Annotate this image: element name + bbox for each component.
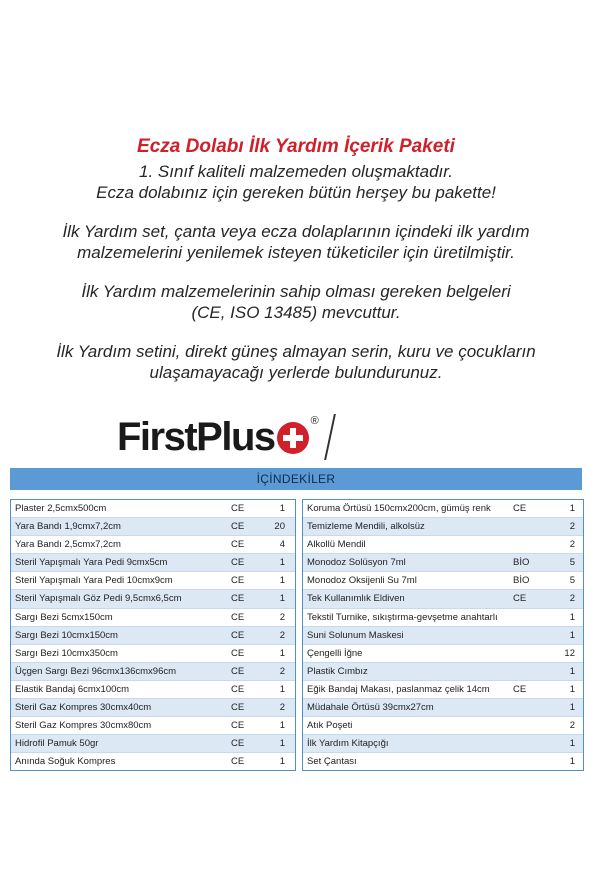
table-row bbox=[11, 753, 295, 770]
item-name: Sargı Bezi 10cmx150cm bbox=[15, 629, 118, 641]
item-name: Tekstil Turnike, sıkıştırma-gevşetme anahtarlı bbox=[307, 611, 498, 623]
intro-paragraph-3 bbox=[0, 281, 592, 323]
intro-line: 1. Sınıf kaliteli malzemeden oluşmaktadır. bbox=[138, 162, 453, 181]
item-qty: 1 bbox=[569, 702, 575, 714]
item-name: Sargı Bezi 10cmx350cm bbox=[15, 647, 118, 659]
intro-line: İlk Yardım malzemelerinin sahip olması gereken belgeleri bbox=[81, 282, 511, 301]
intro-paragraph-1 bbox=[0, 161, 592, 203]
item-name: Eğik Bandaj Makası, paslanmaz çelik 14cm bbox=[307, 683, 490, 695]
item-name: Üçgen Sargı Bezi 96cmx136cmx96cm bbox=[15, 665, 177, 677]
item-name: Sargı Bezi 5cmx150cm bbox=[15, 611, 113, 623]
item-cert: CE bbox=[231, 593, 245, 605]
table-row bbox=[303, 681, 583, 699]
item-qty: 2 bbox=[569, 720, 575, 732]
item-name: Müdahale Örtüsü 39cmx27cm bbox=[307, 702, 434, 714]
table-row bbox=[303, 627, 583, 645]
item-cert: CE bbox=[231, 683, 245, 695]
item-name: Steril Gaz Kompres 30cmx40cm bbox=[15, 702, 152, 714]
item-cert: CE bbox=[231, 756, 245, 768]
brand-name: FirstPlus bbox=[117, 414, 275, 459]
intro-line: (CE, ISO 13485) mevcuttur. bbox=[191, 303, 401, 322]
item-cert: CE bbox=[231, 539, 245, 551]
item-qty: 2 bbox=[569, 539, 575, 551]
item-cert: CE bbox=[231, 665, 245, 677]
item-name: Koruma Örtüsü 150cmx200cm, gümüş renk bbox=[307, 503, 491, 514]
item-qty: 1 bbox=[279, 720, 285, 732]
item-qty: 1 bbox=[279, 575, 285, 587]
table-row bbox=[303, 735, 583, 753]
intro-paragraph-4 bbox=[0, 341, 592, 383]
item-name: Çengelli İğne bbox=[307, 647, 363, 659]
item-qty: 20 bbox=[274, 521, 285, 533]
item-name: Temizleme Mendili, alkolsüz bbox=[307, 521, 425, 533]
item-cert: CE bbox=[513, 593, 527, 605]
table-row bbox=[303, 572, 583, 590]
item-qty: 5 bbox=[569, 557, 575, 569]
table-row bbox=[303, 717, 583, 735]
table-row bbox=[303, 536, 583, 554]
item-qty: 1 bbox=[279, 557, 285, 569]
table-row bbox=[303, 500, 583, 518]
item-cert: CE bbox=[231, 629, 245, 641]
item-name: Monodoz Oksijenli Su 7ml bbox=[307, 575, 417, 587]
item-qty: 1 bbox=[279, 593, 285, 605]
item-name: Steril Yapışmalı Göz Pedi 9,5cmx6,5cm bbox=[15, 593, 182, 605]
item-name: Yara Bandı 2,5cmx7,2cm bbox=[15, 539, 121, 551]
contents-table-right bbox=[302, 499, 584, 771]
item-qty: 2 bbox=[279, 611, 285, 623]
table-row bbox=[303, 663, 583, 681]
item-name: Anında Soğuk Kompres bbox=[15, 756, 116, 768]
item-qty: 4 bbox=[279, 539, 285, 551]
item-name: Steril Yapışmalı Yara Pedi 10cmx9cm bbox=[15, 575, 173, 587]
item-cert: CE bbox=[231, 720, 245, 732]
table-row bbox=[303, 518, 583, 536]
registered-mark: ® bbox=[310, 415, 319, 427]
table-row bbox=[11, 717, 295, 735]
item-name: Monodoz Solüsyon 7ml bbox=[307, 557, 406, 569]
item-qty: 2 bbox=[569, 521, 575, 533]
item-qty: 2 bbox=[279, 629, 285, 641]
item-cert: BİO bbox=[513, 575, 530, 587]
item-cert: BİO bbox=[513, 557, 530, 569]
item-name: Alkollü Mendil bbox=[307, 539, 366, 551]
table-row bbox=[11, 572, 295, 590]
item-cert: CE bbox=[513, 683, 527, 695]
item-qty: 1 bbox=[279, 503, 285, 514]
logo-divider bbox=[324, 414, 336, 460]
item-qty: 1 bbox=[569, 738, 575, 750]
item-qty: 1 bbox=[569, 665, 575, 677]
item-name: Plastik Cımbız bbox=[307, 665, 368, 677]
item-cert: CE bbox=[231, 503, 245, 514]
item-name: Set Çantası bbox=[307, 756, 357, 768]
intro-line: ulaşamayacağı yerlerde bulundurunuz. bbox=[149, 363, 443, 382]
table-row bbox=[303, 590, 583, 608]
item-qty: 2 bbox=[279, 665, 285, 677]
brand-logo bbox=[117, 407, 331, 467]
item-qty: 5 bbox=[569, 575, 575, 587]
table-row bbox=[11, 681, 295, 699]
table-row bbox=[303, 554, 583, 572]
item-name: İlk Yardım Kitapçığı bbox=[307, 738, 389, 750]
table-row bbox=[11, 627, 295, 645]
item-qty: 1 bbox=[569, 629, 575, 641]
intro-text bbox=[0, 136, 592, 401]
item-cert: CE bbox=[231, 611, 245, 623]
table-row bbox=[303, 609, 583, 627]
item-cert: CE bbox=[513, 503, 527, 514]
item-name: Tek Kullanımlık Eldiven bbox=[307, 593, 405, 605]
contents-table-left bbox=[10, 499, 296, 771]
table-row bbox=[11, 735, 295, 753]
item-name: Steril Yapışmalı Yara Pedi 9cmx5cm bbox=[15, 557, 168, 569]
item-cert: CE bbox=[231, 557, 245, 569]
item-qty: 1 bbox=[279, 647, 285, 659]
item-name: Elastik Bandaj 6cmx100cm bbox=[15, 683, 130, 695]
intro-line: malzemelerini yenilemek isteyen tüketiciler için üretilmiştir. bbox=[77, 243, 515, 262]
item-qty: 12 bbox=[564, 647, 575, 659]
item-cert: CE bbox=[231, 575, 245, 587]
table-row bbox=[11, 518, 295, 536]
item-name: Yara Bandı 1,9cmx7,2cm bbox=[15, 521, 121, 533]
item-qty: 1 bbox=[569, 683, 575, 695]
table-row bbox=[11, 536, 295, 554]
item-qty: 1 bbox=[279, 683, 285, 695]
item-qty: 1 bbox=[569, 503, 575, 514]
intro-paragraph-2 bbox=[0, 221, 592, 263]
plus-cross-icon bbox=[276, 421, 310, 455]
table-row bbox=[303, 699, 583, 717]
item-name: Hidrofil Pamuk 50gr bbox=[15, 738, 99, 750]
intro-line: İlk Yardım setini, direkt güneş almayan serin, kuru ve çocukların bbox=[56, 342, 536, 361]
item-name: Steril Gaz Kompres 30cmx80cm bbox=[15, 720, 152, 732]
intro-line: Ecza dolabınız için gereken bütün herşey bu pakette! bbox=[96, 183, 496, 202]
item-name: Suni Solunum Maskesi bbox=[307, 629, 404, 641]
item-cert: CE bbox=[231, 702, 245, 714]
table-row bbox=[11, 645, 295, 663]
table-row bbox=[11, 590, 295, 608]
item-qty: 2 bbox=[279, 702, 285, 714]
page-title: Ecza Dolabı İlk Yardım İçerik Paketi bbox=[137, 136, 455, 157]
item-name: Plaster 2,5cmx500cm bbox=[15, 503, 107, 514]
item-qty: 1 bbox=[279, 756, 285, 768]
item-qty: 1 bbox=[569, 611, 575, 623]
item-cert: CE bbox=[231, 738, 245, 750]
item-qty: 1 bbox=[569, 756, 575, 768]
item-cert: CE bbox=[231, 647, 245, 659]
table-row bbox=[11, 699, 295, 717]
table-row bbox=[11, 554, 295, 572]
table-row bbox=[303, 753, 583, 770]
intro-line: İlk Yardım set, çanta veya ecza dolaplarının içindeki ilk yardım bbox=[62, 222, 530, 241]
item-qty: 2 bbox=[569, 593, 575, 605]
table-row bbox=[11, 609, 295, 627]
table-row bbox=[303, 645, 583, 663]
contents-banner: İÇİNDEKİLER bbox=[10, 468, 582, 490]
item-qty: 1 bbox=[279, 738, 285, 750]
item-name: Atık Poşeti bbox=[307, 720, 353, 732]
item-cert: CE bbox=[231, 521, 245, 533]
table-row bbox=[11, 663, 295, 681]
table-row bbox=[11, 500, 295, 518]
